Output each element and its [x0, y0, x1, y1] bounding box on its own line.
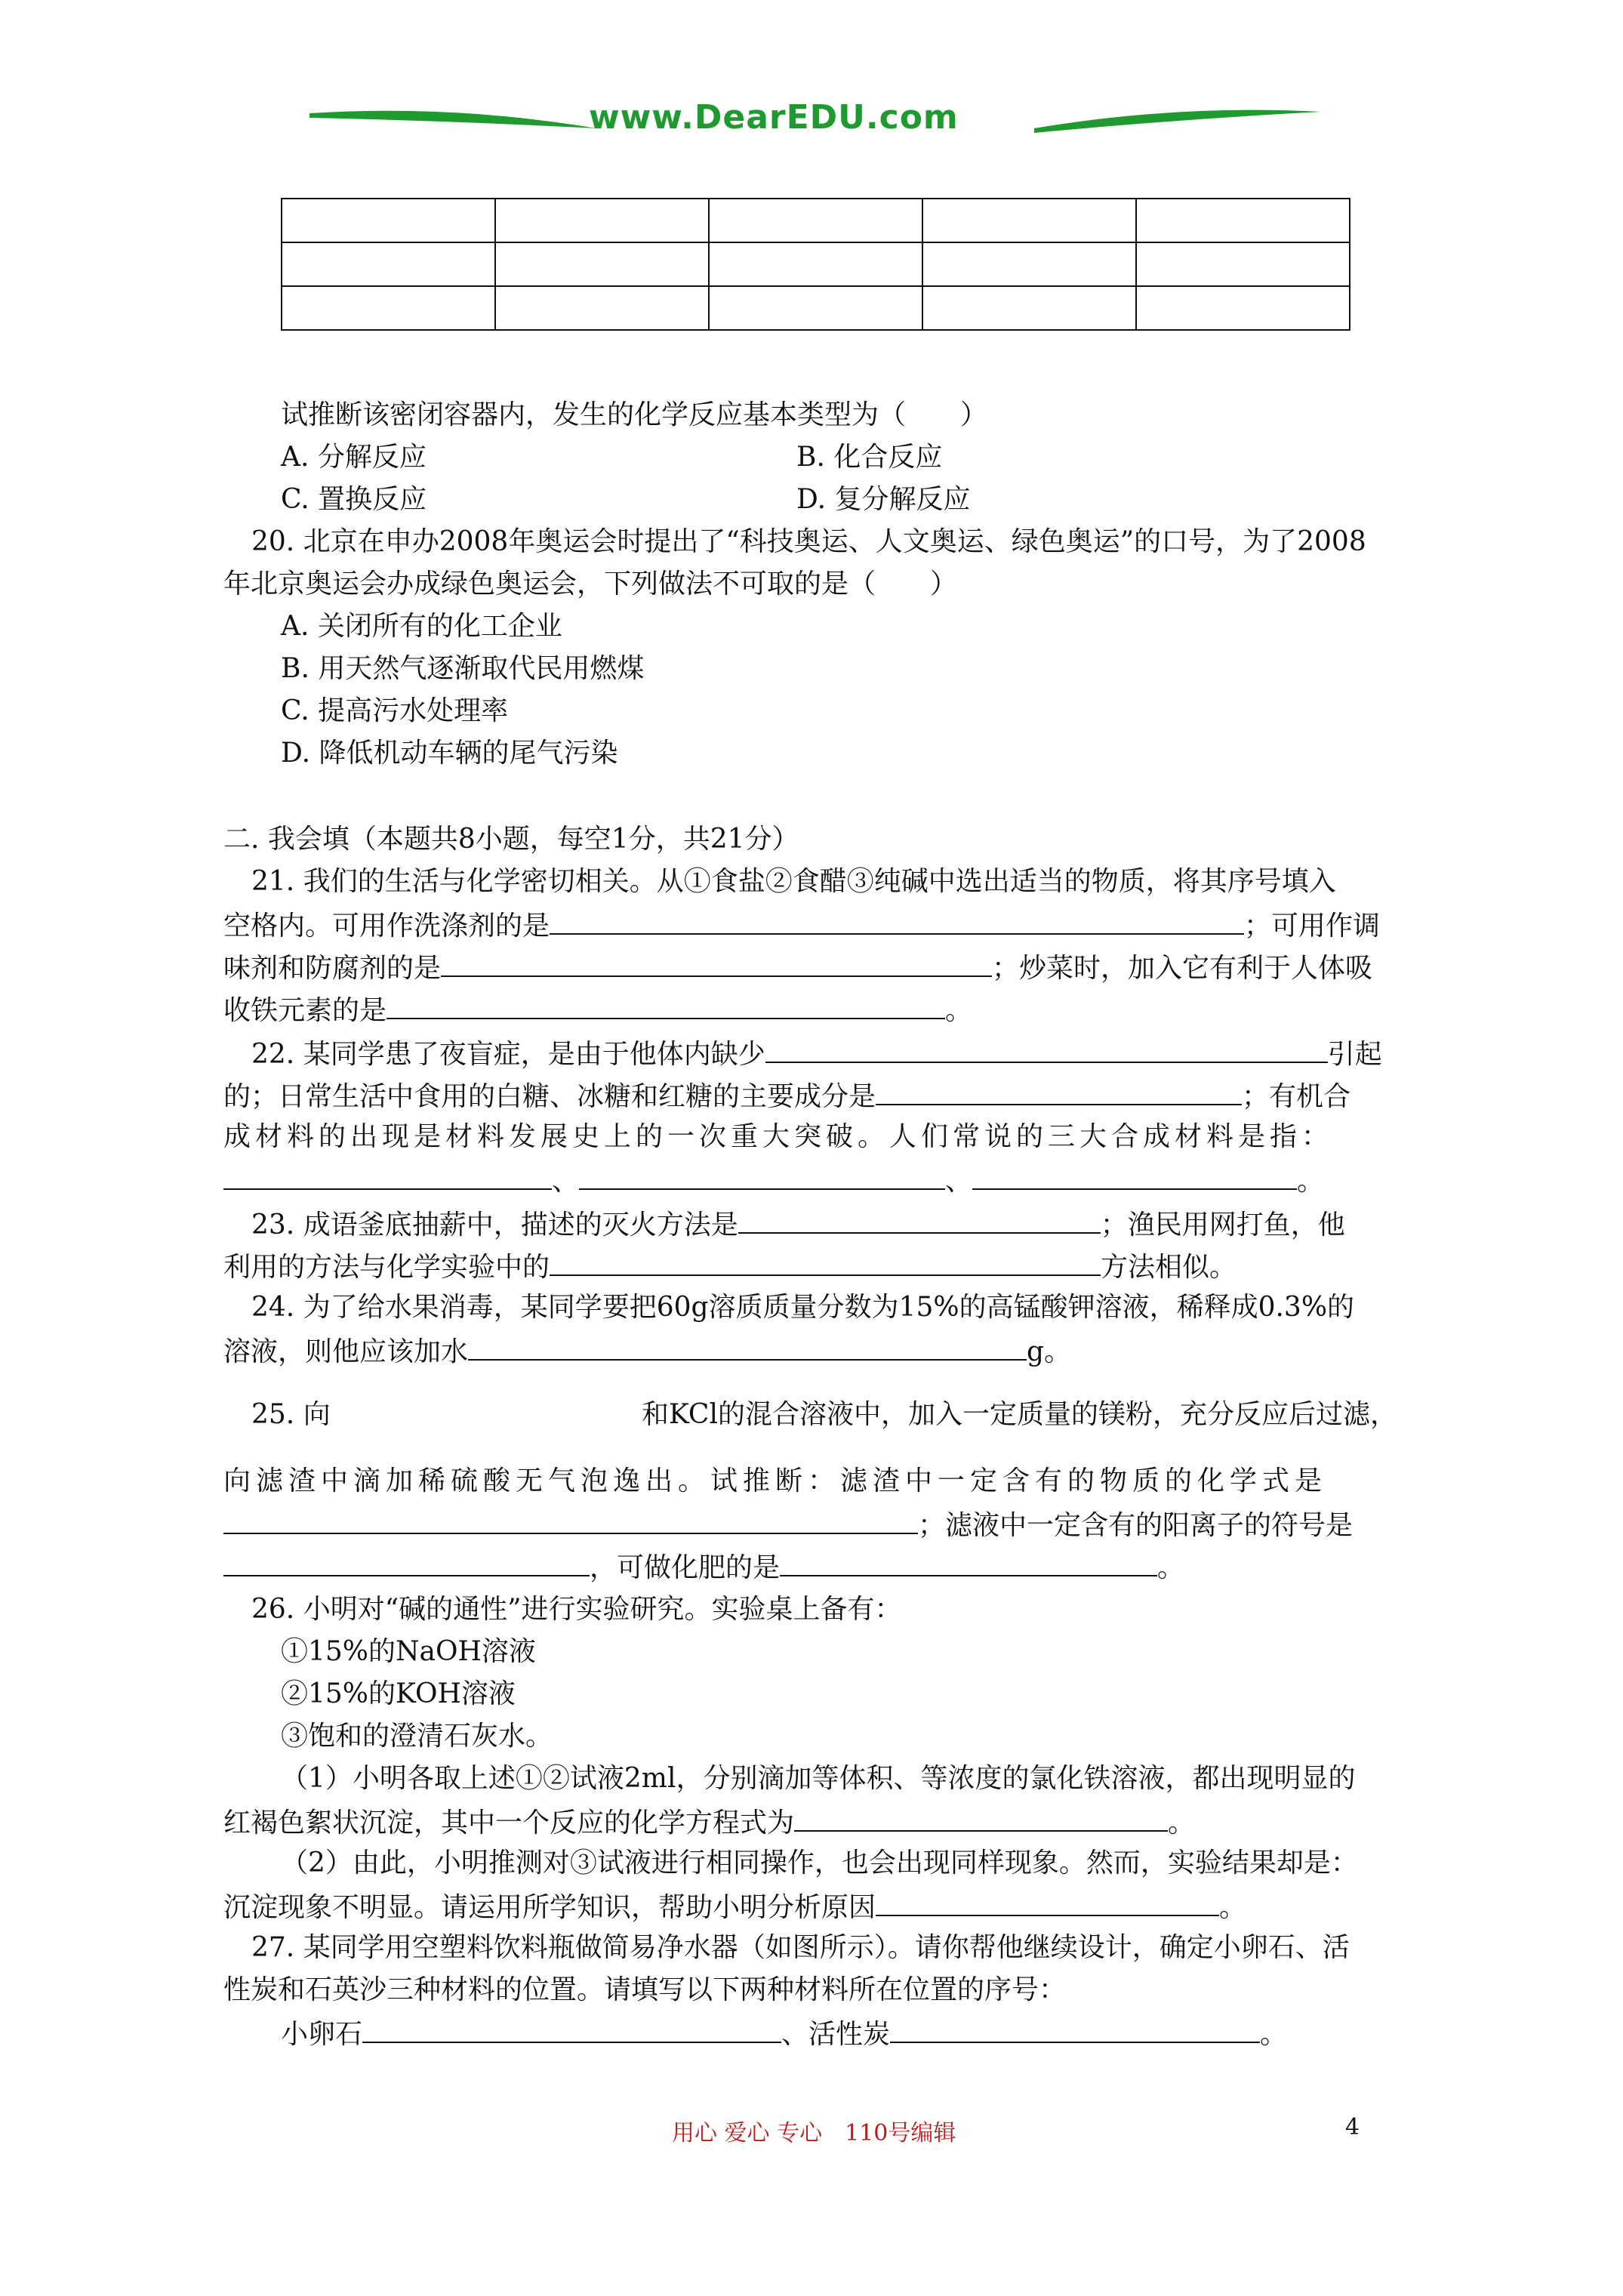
q25-line1b: 和KCl的混合溶液中，加入一定质量的镁粉，充分反应后过滤， — [642, 1399, 1397, 1430]
q20-option-a: A. 关闭所有的化工企业 — [281, 611, 562, 642]
q21-text: ；可用作调 — [1244, 911, 1381, 942]
q20-line1: 20. 北京在申办2008年奥运会时提出了“科技奥运、人文奥运、绿色奥运”的口号，为了2008 — [251, 526, 1366, 557]
q20-line2: 年北京奥运会办成绿色奥运会，下列做法不可取的是（ ） — [223, 569, 958, 599]
q26-part2-line1: （2）由此，小明推测对③试液进行相同操作，也会出现同样现象。然而，实验结果却是： — [281, 1848, 1358, 1878]
q26-text: 红褐色絮状沉淀，其中一个反应的化学方程式为 — [223, 1808, 795, 1838]
site-logo: www.DearEDU.com — [589, 98, 959, 137]
q26-text: 。 — [1219, 1892, 1247, 1923]
section-title: 二. 我会填（本题共8小题，每空1分，共21分） — [223, 824, 799, 855]
q26-text: 沉淀现象不明显。请运用所学知识，帮助小明分析原因 — [223, 1892, 876, 1923]
q21-line1: 21. 我们的生活与化学密切相关。从①食盐②食醋③纯碱中选出适当的物质，将其序号填入 — [251, 866, 1336, 897]
answer-blank[interactable] — [738, 1207, 1101, 1234]
q21-line4 — [223, 992, 972, 1028]
q25-text: 。 — [1157, 1552, 1185, 1583]
table-row — [282, 286, 1350, 330]
page-number: 4 — [1345, 2114, 1360, 2140]
q27-line1: 27. 某同学用空塑料饮料瓶做简易净水器（如图所示）。请你帮他继续设计，确定小卵石、活 — [251, 1932, 1350, 1963]
answer-blank[interactable] — [223, 1163, 552, 1190]
q25-text: ，可做化肥的是 — [590, 1552, 781, 1583]
q26-part1-line2 — [223, 1804, 1195, 1840]
q25-line4 — [223, 1549, 1184, 1585]
answer-blank[interactable] — [876, 1889, 1219, 1916]
q24-text: g。 — [1027, 1336, 1072, 1367]
header-swoosh-right — [1034, 98, 1321, 143]
q23-line1 — [251, 1207, 1345, 1242]
q22-text: 。 — [1297, 1166, 1325, 1197]
answer-blank[interactable] — [550, 908, 1244, 935]
q23-text: 23. 成语釜底抽薪中，描述的灭火方法是 — [251, 1210, 738, 1240]
q22-line3: 成材料的出现是材料发展史上的一次重大突破。人们常说的三大合成材料是指： — [223, 1121, 1334, 1152]
q26-text: 。 — [1168, 1808, 1196, 1838]
q21-text: ；炒菜时，加入它有利于人体吸 — [992, 953, 1373, 984]
q21-text: 。 — [945, 995, 973, 1026]
answer-blank[interactable] — [972, 1163, 1297, 1190]
answer-blank[interactable] — [362, 2016, 781, 2043]
answer-blank[interactable] — [876, 1078, 1242, 1105]
q21-text: 收铁元素的是 — [223, 995, 387, 1026]
q22-line1 — [251, 1036, 1382, 1071]
q23-line2 — [223, 1249, 1236, 1284]
q26-item-1: ①15%的NaOH溶液 — [281, 1636, 536, 1667]
q27-line3 — [281, 2016, 1287, 2051]
q27-line2: 性炭和石英沙三种材料的位置。请填写以下两种材料所在位置的序号： — [223, 1974, 1067, 2005]
answer-blank[interactable] — [223, 1507, 918, 1534]
q20-option-d: D. 降低机动车辆的尾气污染 — [281, 738, 618, 769]
q22-text: 、 — [945, 1166, 973, 1197]
q26-item-2: ②15%的KOH溶液 — [281, 1678, 516, 1709]
q19-option-a: A. 分解反应 — [281, 442, 427, 473]
q19-option-c: C. 置换反应 — [281, 484, 427, 515]
header-banner — [310, 98, 1321, 151]
q19-option-b: B. 化合反应 — [796, 442, 943, 473]
q27-text: 小卵石 — [281, 2019, 363, 2050]
answer-blank[interactable] — [579, 1163, 945, 1190]
q21-line2 — [223, 908, 1380, 943]
answer-blank[interactable] — [387, 992, 945, 1019]
q22-line4 — [223, 1163, 1324, 1198]
q25-line1a: 25. 向 — [251, 1399, 331, 1430]
table-row — [282, 199, 1350, 242]
q21-text: 空格内。可用作洗涤剂的是 — [223, 911, 550, 942]
answer-blank[interactable] — [468, 1333, 1027, 1361]
q22-text: 引起 — [1327, 1039, 1382, 1070]
q22-text: ；有机合 — [1242, 1081, 1351, 1112]
q22-text: 的；日常生活中食用的白糖、冰糖和红糖的主要成分是 — [223, 1081, 876, 1112]
q26-line1: 26. 小明对“碱的通性”进行实验研究。实验桌上备有： — [251, 1594, 902, 1625]
q27-text: 。 — [1260, 2019, 1288, 2050]
q22-text: 22. 某同学患了夜盲症，是由于他体内缺少 — [251, 1039, 765, 1070]
q24-line1: 24. 为了给水果消毒，某同学要把60g溶质质量分数为15%的高锰酸钾溶液，稀释成0.3%的 — [251, 1292, 1355, 1323]
q26-item-3: ③饱和的澄清石灰水。 — [281, 1721, 553, 1752]
q23-text: 方法相似。 — [1101, 1252, 1237, 1283]
q23-text: ；渔民用网打鱼，他 — [1100, 1210, 1345, 1240]
q19-stem: 试推断该密闭容器内，发生的化学反应基本类型为（ ） — [281, 399, 988, 430]
q20-option-c: C. 提高污水处理率 — [281, 695, 509, 726]
answer-blank[interactable] — [890, 2016, 1260, 2043]
q25-line2: 向滤渣中滴加稀硫酸无气泡逸出。试推断：滤渣中一定含有的物质的化学式是 — [223, 1465, 1328, 1496]
answer-blank[interactable] — [780, 1549, 1157, 1576]
q25-line3 — [223, 1507, 1353, 1542]
q22-text: 、 — [552, 1166, 580, 1197]
q25-text: ；滤液中一定含有的阳离子的符号是 — [918, 1510, 1354, 1541]
q24-line2 — [223, 1333, 1071, 1369]
answer-blank[interactable] — [765, 1036, 1328, 1063]
footer-text: 用心 爱心 专心 110号编辑 — [672, 2120, 956, 2147]
q26-part1-line1: （1）小明各取上述①②试液2ml，分别滴加等体积、等浓度的氯化铁溶液，都出现明显的 — [281, 1763, 1356, 1794]
q21-line3 — [223, 950, 1372, 985]
answer-blank[interactable] — [550, 1249, 1101, 1276]
q20-option-b: B. 用天然气逐渐取代民用燃煤 — [281, 653, 645, 684]
table-row — [282, 242, 1350, 286]
answer-blank[interactable] — [794, 1804, 1168, 1832]
q21-text: 味剂和防腐剂的是 — [223, 953, 442, 984]
q19-option-d: D. 复分解反应 — [796, 484, 971, 515]
q24-text: 溶液，则他应该加水 — [223, 1336, 469, 1367]
data-table — [281, 198, 1350, 331]
q26-part2-line2 — [223, 1889, 1246, 1925]
answer-blank[interactable] — [441, 950, 992, 977]
header-swoosh-left — [310, 98, 596, 143]
q23-text: 利用的方法与化学实验中的 — [223, 1252, 550, 1283]
q27-text: 、活性炭 — [781, 2019, 891, 2050]
answer-blank[interactable] — [223, 1549, 590, 1576]
q22-line2 — [223, 1078, 1350, 1114]
